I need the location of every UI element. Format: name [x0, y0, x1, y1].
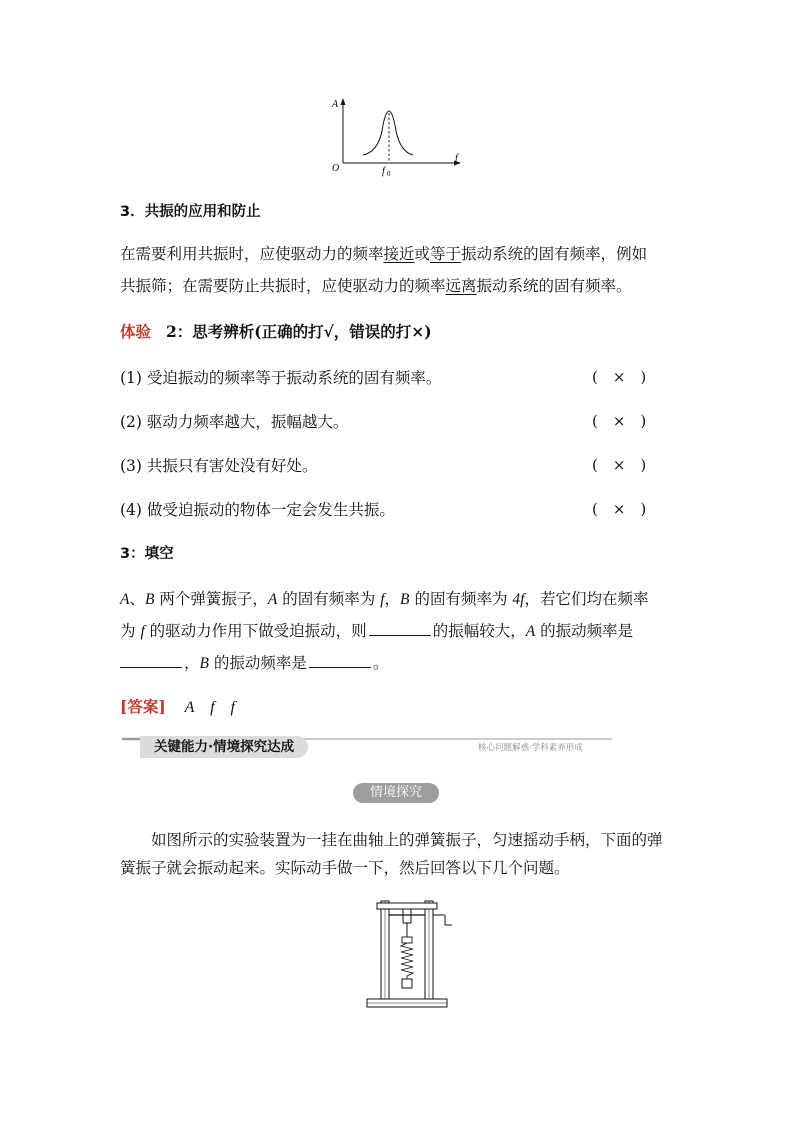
answer-label: [答案]	[120, 697, 166, 716]
text: 的振幅较大，	[432, 622, 526, 640]
fill-blank-heading: 3：填空	[120, 546, 174, 562]
context-inquiry-badge: 情境探究	[353, 783, 439, 803]
text: ，	[184, 654, 200, 672]
section-banner-subtitle: 核心问题解惑·学科素养形成	[478, 743, 583, 753]
statement-3: (3) 共振只有害处没有好处。	[120, 457, 318, 475]
var-A: A	[525, 623, 536, 640]
text: ，若它们均在频率	[524, 590, 649, 608]
answer-blank-1	[369, 621, 431, 636]
text: 、	[129, 590, 145, 608]
question-line-1	[120, 587, 648, 609]
text: 的固有频率为	[277, 590, 381, 608]
statement-1: (1) 受迫振动的频率等于振动系统的固有频率。	[120, 369, 442, 387]
origin-label: O	[332, 163, 340, 174]
text: 或	[414, 245, 431, 263]
underlined-term: 远离	[445, 277, 477, 295]
spring-oscillator-apparatus-figure	[355, 893, 460, 1018]
resonance-curve-figure	[325, 95, 470, 180]
text: 的振动频率是	[208, 654, 307, 672]
var-B: B	[144, 591, 155, 608]
paragraph-line-1	[120, 242, 647, 264]
context-line-1: 如图所示的实验装置为一挂在曲轴上的弹簧振子，匀速摇动手柄，下面的弹	[120, 831, 663, 849]
answer-values: A f f	[184, 699, 235, 716]
y-axis-label: A	[332, 99, 339, 110]
text: 为	[120, 622, 141, 640]
var-B: B	[199, 655, 209, 672]
resonance-peak-curve	[363, 111, 413, 155]
answer-mark-1: ( × )	[592, 368, 647, 386]
underlined-term: 等于	[430, 245, 462, 263]
exercise-heading	[120, 320, 432, 342]
context-line-2: 簧振子就会振动起来。实际动手做一下，然后回答以下几个问题。	[120, 859, 570, 877]
question-line-3	[120, 651, 388, 673]
var-4f: 4f	[512, 591, 525, 608]
peak-frequency-subscript: 0	[387, 170, 391, 178]
text: 共振筛；在需要防止共振时，应使驱动力的频率	[120, 277, 446, 295]
answer-mark-3: ( × )	[592, 456, 647, 474]
x-axis-label: f	[455, 153, 458, 164]
underlined-term: 接近	[383, 245, 415, 263]
text: 在需要利用共振时，应使驱动力的频率	[120, 245, 384, 263]
paragraph-line-2	[120, 274, 632, 296]
text: 的振动频率是	[535, 622, 634, 640]
y-axis-arrow	[341, 98, 346, 105]
answer-line	[120, 694, 235, 717]
text: 两个弹簧振子，	[154, 590, 268, 608]
answer-blank-2	[120, 653, 182, 668]
statement-4: (4) 做受迫振动的物体一定会发生共振。	[120, 501, 395, 519]
section-banner-title: 关键能力·情境探究达成	[140, 736, 308, 758]
text: 。	[372, 654, 389, 672]
answer-mark-4: ( × )	[592, 500, 647, 518]
answer-blank-3	[309, 653, 371, 668]
var-A: A	[267, 591, 278, 608]
text: ，	[384, 590, 401, 608]
peak-frequency-label: f	[382, 166, 385, 177]
text: 的固有频率为	[409, 590, 513, 608]
var-B: B	[400, 591, 410, 608]
text: 振动系统的固有频率，例如	[461, 245, 648, 263]
exercise-tag: 体验	[120, 322, 152, 341]
statement-2: (2) 驱动力频率越大，振幅越大。	[120, 413, 349, 431]
question-line-2	[120, 619, 633, 641]
var-f: f	[140, 623, 145, 640]
exercise-title: 2：思考辨析(正确的打√，错误的打×)	[165, 322, 432, 341]
text: 的驱动力作用下做受迫振动，则	[144, 622, 367, 640]
section-heading: 3．共振的应用和防止	[120, 204, 261, 220]
var-A: A	[120, 591, 130, 608]
var-f: f	[380, 591, 385, 608]
text: 振动系统的固有频率。	[476, 277, 632, 295]
answer-mark-2: ( × )	[592, 412, 647, 430]
